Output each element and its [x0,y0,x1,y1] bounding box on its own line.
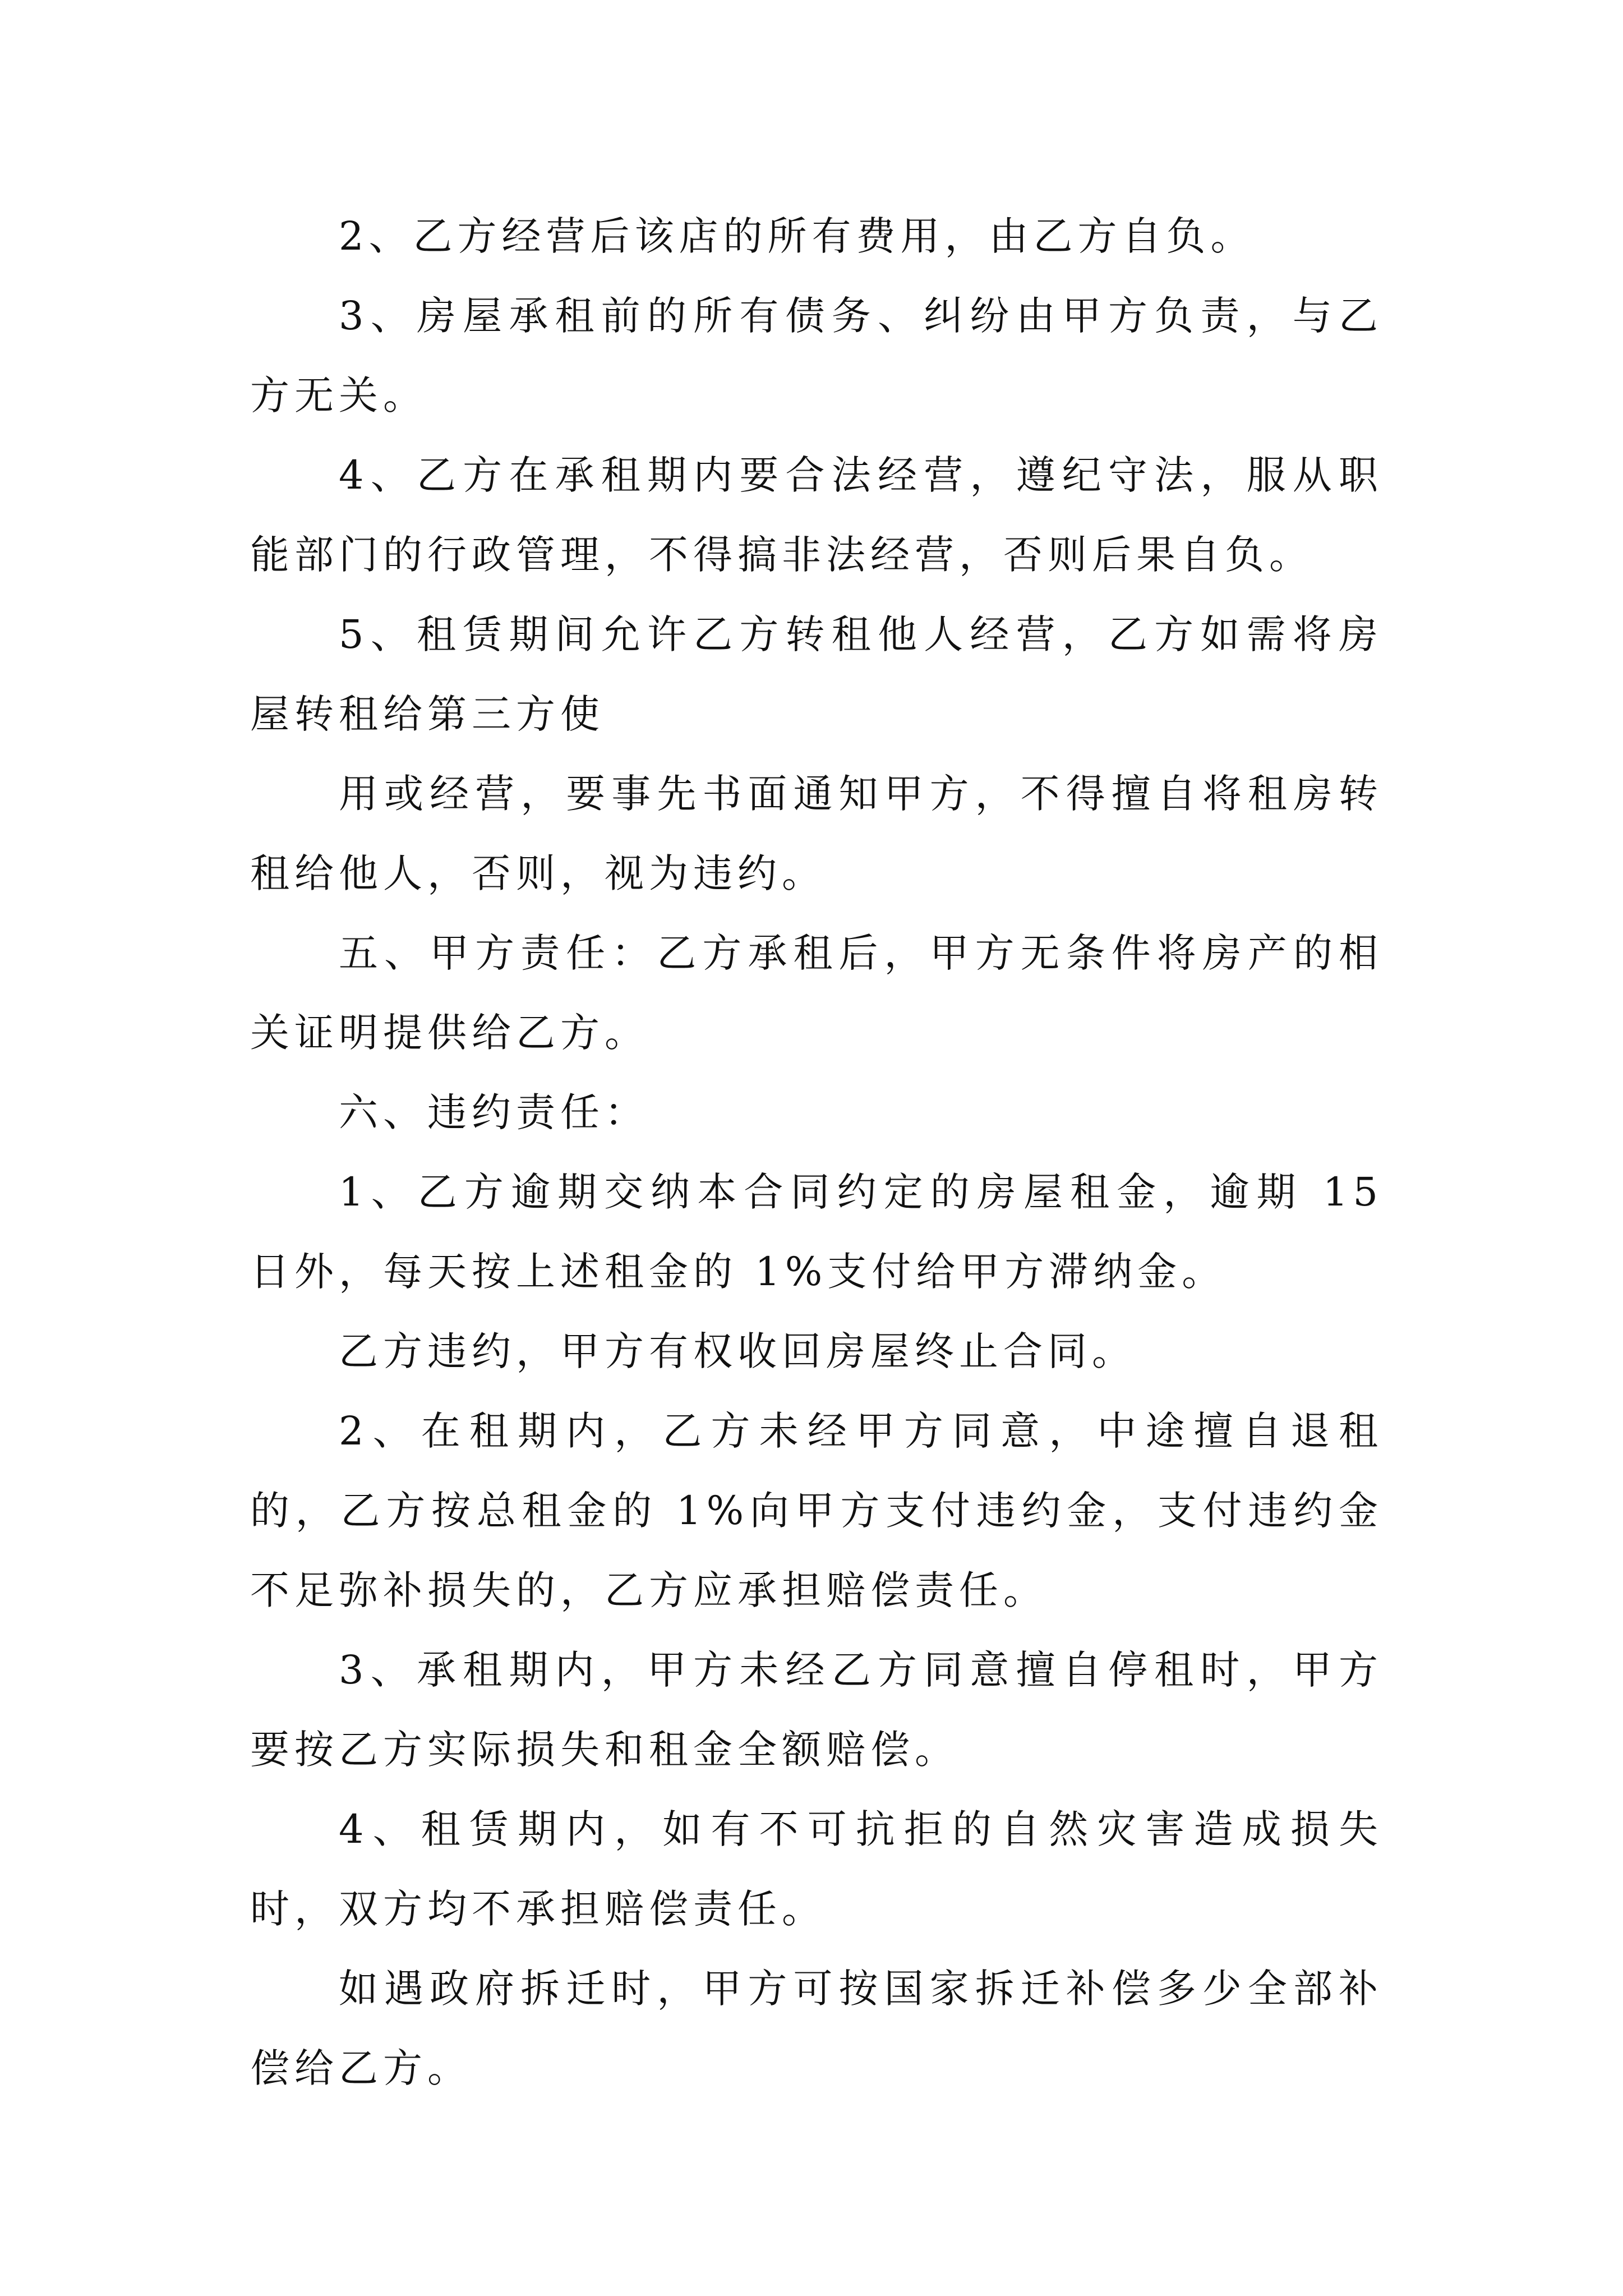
paragraph-3: 4、乙方在承租期内要合法经营，遵纪守法，服从职能部门的行政管理，不得搞非法经营，否则后果自负。 [250,452,1383,578]
paragraph-10: 2、在租期内，乙方未经甲方同意，中途擅自退租的，乙方按总租金的 1%向甲方支付违约金，支付违约金不足弥补损失的，乙方应承担赔偿责任。 [250,1408,1383,1613]
paragraph-9: 乙方违约，甲方有权收回房屋终止合同。 [339,1328,1136,1374]
paragraph-2: 3、房屋承租前的所有债务、纠纷由甲方负责，与乙方无关。 [250,293,1383,418]
paragraph-4: 5、租赁期间允许乙方转租他人经营，乙方如需将房屋转租给第三方使 [250,611,1383,737]
paragraph-7: 六、违约责任： [339,1089,649,1135]
paragraph-13: 如遇政府拆迁时，甲方可按国家拆迁补偿多少全部补偿给乙方。 [250,1966,1383,2091]
paragraph-6: 五、甲方责任：乙方承租后，甲方无条件将房产的相关证明提供给乙方。 [250,930,1383,1056]
paragraph-12: 4、租赁期内，如有不可抗拒的自然灾害造成损失时，双方均不承担赔偿责任。 [250,1806,1383,1932]
paragraph-5: 用或经营，要事先书面通知甲方，不得擅自将租房转租给他人，否则，视为违约。 [250,771,1383,896]
paragraph-11: 3、承租期内，甲方未经乙方同意擅自停租时，甲方要按乙方实际损失和租金全额赔偿。 [250,1647,1383,1773]
document-body [250,196,1383,2108]
paragraph-8: 1、乙方逾期交纳本合同约定的房屋租金，逾期 15 日外，每天按上述租金的 1%支付给甲方滞纳金。 [250,1169,1383,1295]
paragraph-1: 2、乙方经营后该店的所有费用，由乙方自负。 [339,213,1255,259]
